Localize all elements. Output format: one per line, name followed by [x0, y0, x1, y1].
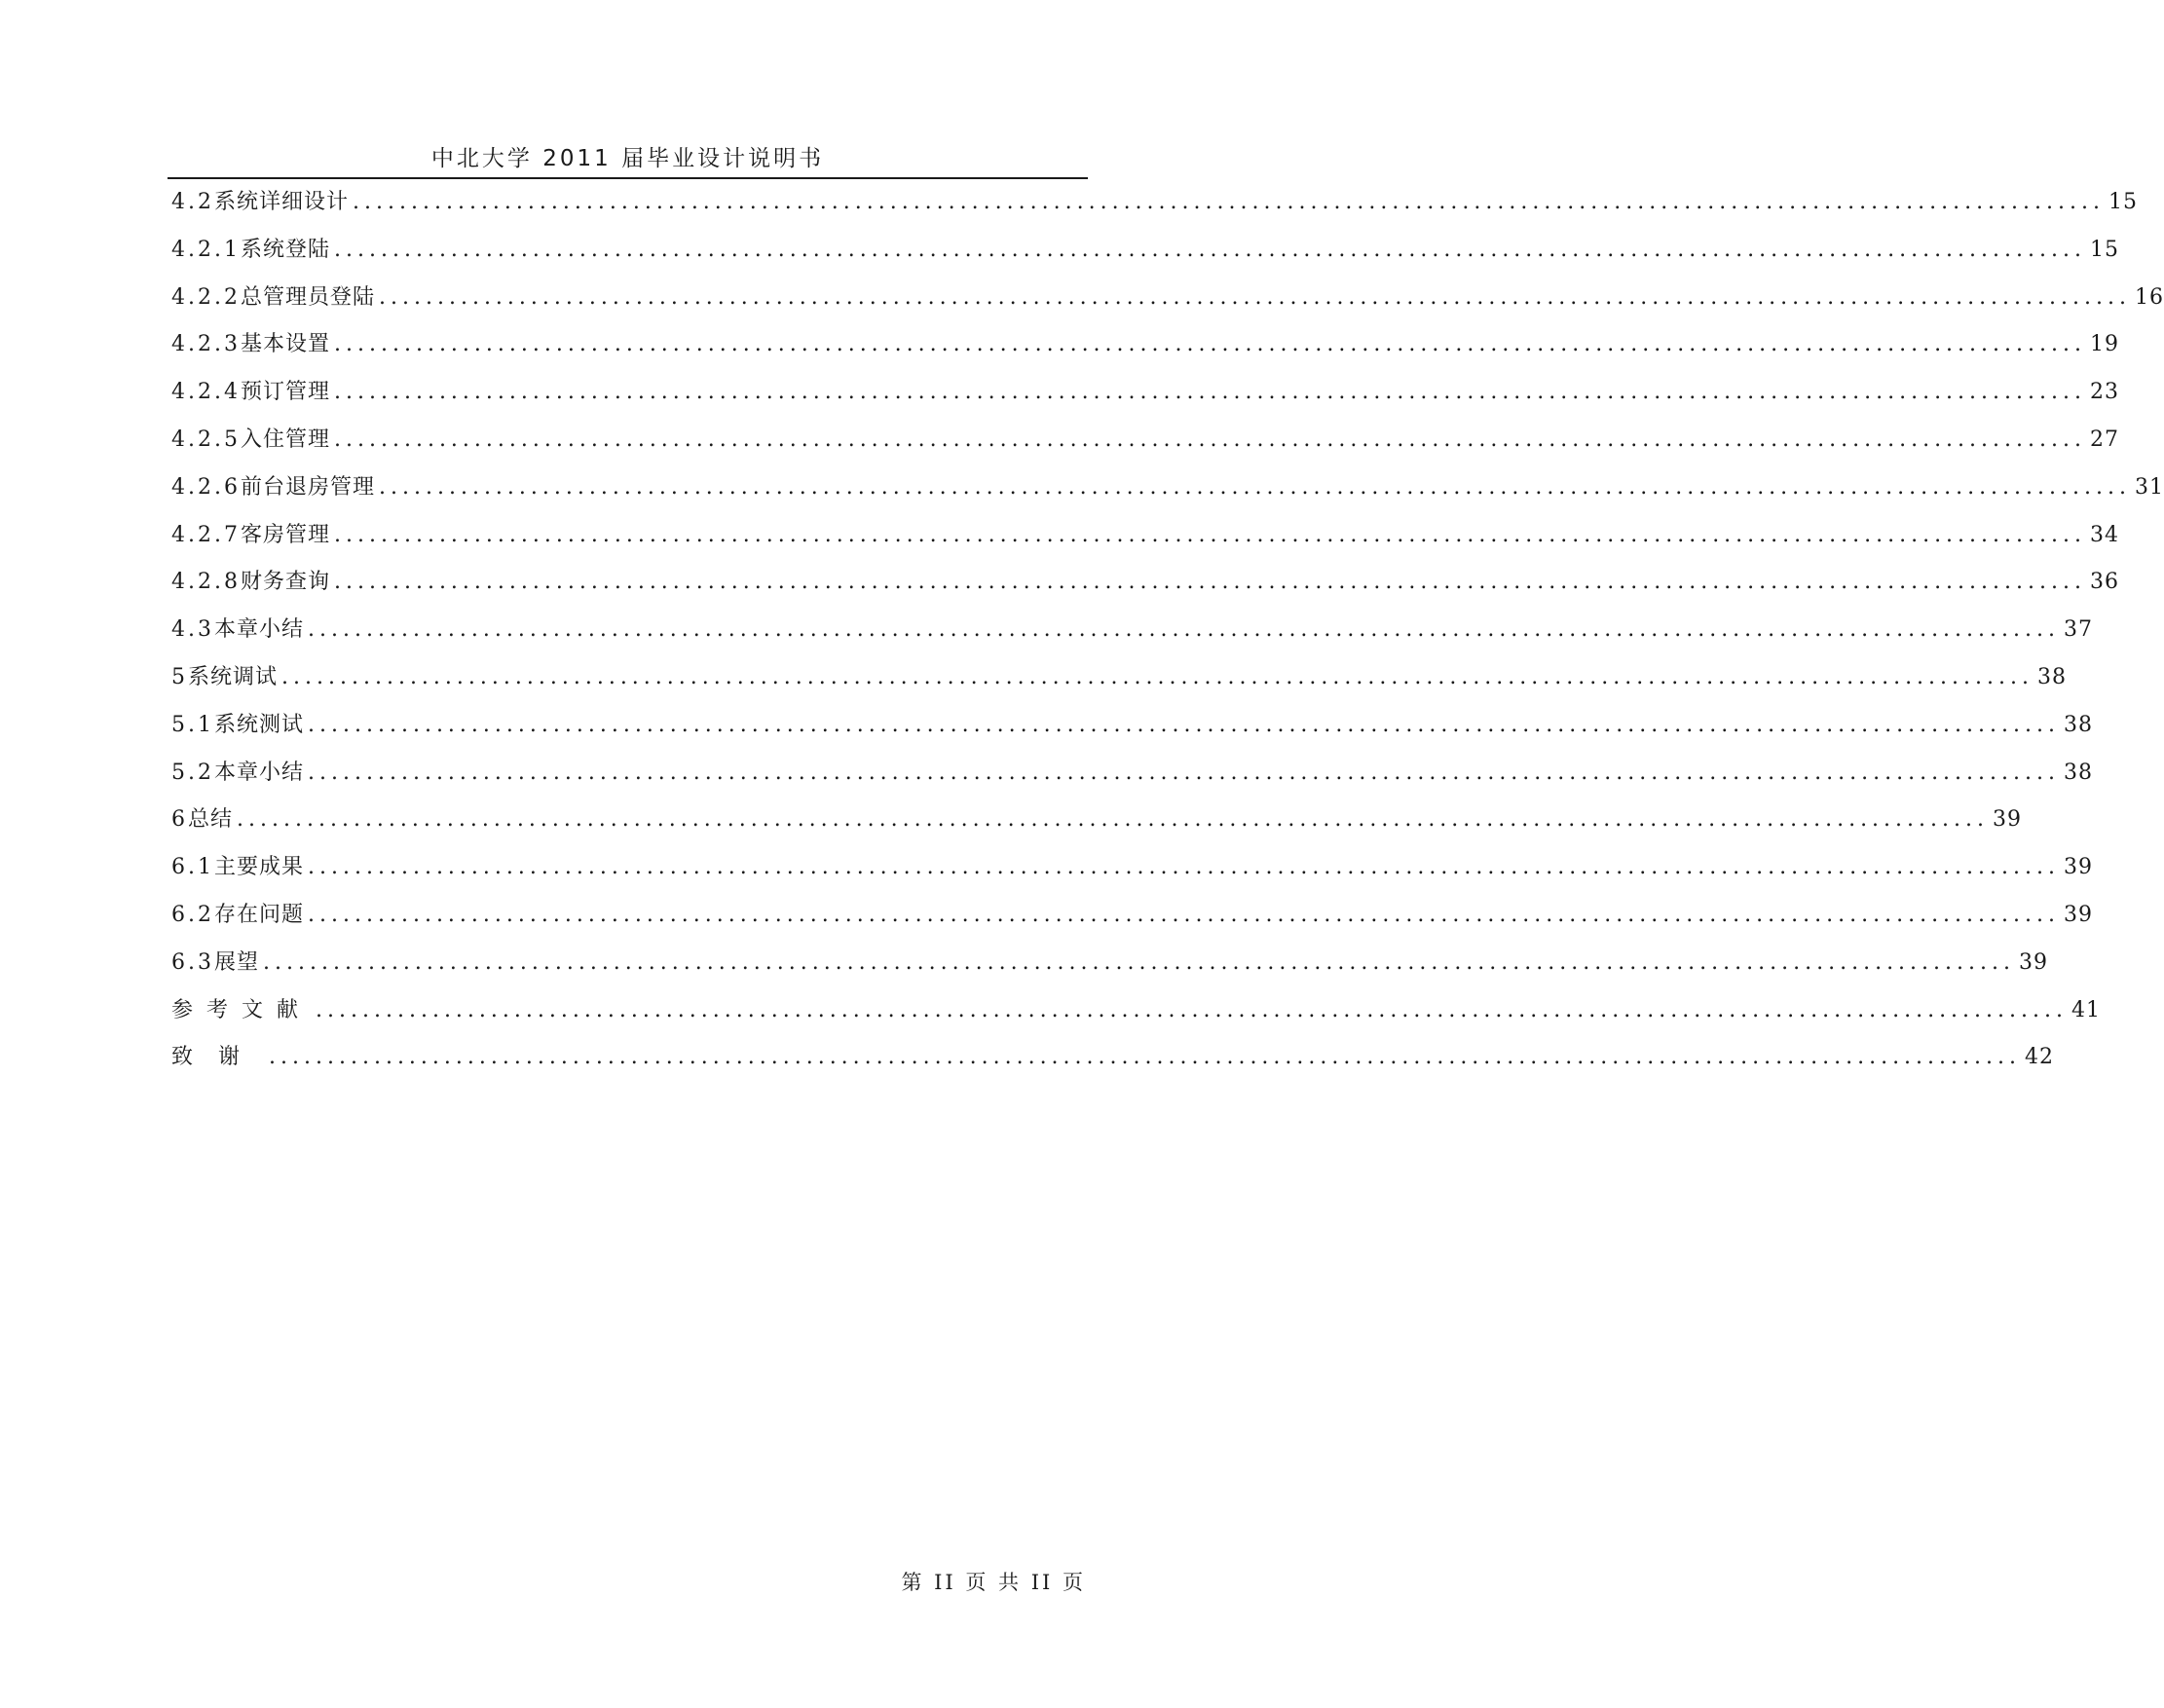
toc-dot-leader: ...................................................................................................................................................... — [308, 902, 2060, 927]
toc-entry-page: 34 — [2089, 522, 2119, 547]
toc-entry[interactable] — [171, 1038, 2054, 1086]
page-header-title: 中北大学 2011 届毕业设计说明书 — [430, 146, 825, 171]
toc-entry-page: 37 — [2064, 617, 2093, 643]
toc-entry-page: 27 — [2089, 427, 2119, 452]
toc-entry[interactable] — [171, 611, 2093, 658]
toc-entry-page: 19 — [2089, 332, 2119, 357]
toc-entry-number: 5.1 — [171, 712, 214, 737]
toc-dot-leader: ...................................................................................................................................................... — [334, 427, 2086, 452]
toc-entry-title: 致谢 — [171, 1045, 266, 1070]
toc-dot-leader: ...................................................................................................................................................... — [269, 1045, 2021, 1070]
toc-entry-title: 本章小结 — [214, 760, 305, 785]
toc-entry[interactable] — [171, 231, 2119, 278]
toc-entry-page: 36 — [2089, 570, 2119, 595]
toc-entry-page: 39 — [2019, 949, 2048, 975]
toc-entry-number: 4.2.2 — [171, 284, 241, 310]
toc-entry-title: 系统调试 — [188, 664, 279, 689]
toc-entry[interactable] — [171, 278, 2164, 326]
toc-dot-leader: ...................................................................................................................................................... — [308, 617, 2060, 643]
toc-entry-page: 38 — [2037, 664, 2067, 689]
toc-entry-number: 6.1 — [171, 855, 214, 880]
toc-entry[interactable] — [171, 754, 2093, 801]
toc-entry[interactable] — [171, 421, 2119, 468]
toc-entry-number: 5.2 — [171, 760, 214, 785]
toc-dot-leader: ...................................................................................................................................................... — [308, 855, 2060, 880]
toc-dot-leader: ...................................................................................................................................................... — [316, 997, 2068, 1022]
toc-entry[interactable] — [171, 468, 2164, 516]
toc-entry-number: 4.2.1 — [171, 237, 241, 262]
toc-entry-number: 4.2.8 — [171, 570, 241, 595]
toc-entry-page: 42 — [2025, 1045, 2054, 1070]
toc-entry[interactable] — [171, 658, 2067, 706]
toc-entry-title: 存在问题 — [214, 902, 305, 927]
toc-entry[interactable] — [171, 800, 2022, 848]
toc-entry[interactable] — [171, 944, 2048, 991]
toc-entry-number: 4.3 — [171, 617, 214, 643]
toc-entry-number: 6.3 — [171, 949, 214, 975]
toc-entry-title: 参考文献 — [171, 997, 313, 1022]
toc-entry-title: 入住管理 — [240, 427, 330, 452]
toc-entry-title: 展望 — [214, 949, 260, 975]
toc-entry[interactable] — [171, 706, 2093, 754]
toc-entry-page: 15 — [2108, 190, 2138, 214]
toc-entry-page: 39 — [2064, 855, 2093, 880]
toc-entry-title: 主要成果 — [214, 855, 305, 880]
toc-dot-leader: ...................................................................................................................................................... — [353, 190, 2105, 214]
toc-entry-number: 4.2.7 — [171, 522, 241, 547]
toc-dot-leader: ...................................................................................................................................................... — [334, 380, 2086, 405]
toc-dot-leader: ...................................................................................................................................................... — [379, 474, 2131, 500]
toc-entry-title: 本章小结 — [214, 617, 305, 643]
toc-entry-number: 4.2.6 — [171, 474, 241, 500]
toc-entry[interactable] — [171, 991, 2101, 1039]
toc-dot-leader: ...................................................................................................................................................... — [308, 760, 2060, 785]
toc-entry-number: 4.2.3 — [171, 332, 241, 357]
table-of-contents — [171, 183, 2164, 1086]
toc-entry-title: 客房管理 — [240, 522, 330, 547]
toc-dot-leader: ...................................................................................................................................................... — [334, 237, 2086, 262]
toc-entry-title: 系统登陆 — [240, 237, 330, 262]
toc-entry-page: 41 — [2071, 997, 2101, 1022]
toc-entry-number: 6.2 — [171, 902, 214, 927]
toc-entry-title: 前台退房管理 — [240, 474, 375, 500]
toc-entry-title: 总管理员登陆 — [240, 284, 375, 310]
toc-entry-title: 系统详细设计 — [214, 190, 350, 214]
toc-dot-leader: ...................................................................................................................................................... — [308, 712, 2060, 737]
toc-entry[interactable] — [171, 563, 2119, 611]
toc-entry-page: 15 — [2089, 237, 2119, 262]
toc-entry-title: 总结 — [188, 807, 234, 833]
toc-entry-page: 38 — [2064, 712, 2093, 737]
toc-dot-leader: ...................................................................................................................................................... — [237, 807, 1989, 833]
toc-dot-leader: ...................................................................................................................................................... — [334, 332, 2086, 357]
toc-entry-page: 16 — [2134, 284, 2164, 310]
toc-entry-title: 基本设置 — [240, 332, 330, 357]
toc-entry[interactable] — [171, 325, 2119, 373]
toc-entry[interactable] — [171, 183, 2138, 231]
toc-entry-number: 5 — [171, 664, 188, 689]
toc-entry-number: 4.2.4 — [171, 380, 241, 405]
toc-entry-number: 4.2 — [171, 190, 214, 214]
toc-entry-page: 39 — [2064, 902, 2093, 927]
toc-entry-title: 财务查询 — [240, 570, 330, 595]
toc-entry[interactable] — [171, 848, 2093, 896]
toc-dot-leader: ...................................................................................................................................................... — [334, 570, 2086, 595]
toc-entry[interactable] — [171, 373, 2119, 421]
toc-entry-page: 31 — [2134, 474, 2164, 500]
toc-entry-title: 系统测试 — [214, 712, 305, 737]
toc-entry-page: 23 — [2089, 380, 2119, 405]
toc-entry-number: 6 — [171, 807, 188, 833]
toc-dot-leader: ...................................................................................................................................................... — [334, 522, 2086, 547]
toc-entry-page: 38 — [2064, 760, 2093, 785]
toc-dot-leader: ...................................................................................................................................................... — [263, 949, 2015, 975]
toc-entry[interactable] — [171, 896, 2093, 944]
header-rule — [168, 177, 1088, 179]
toc-entry-title: 预订管理 — [240, 380, 330, 405]
toc-entry[interactable] — [171, 516, 2119, 564]
toc-entry-number: 4.2.5 — [171, 427, 241, 452]
toc-dot-leader: ...................................................................................................................................................... — [379, 284, 2131, 310]
page-number-footer: 第 II 页 共 II 页 — [901, 1571, 1086, 1594]
toc-entry-page: 39 — [1993, 807, 2022, 833]
toc-dot-leader: ...................................................................................................................................................... — [281, 664, 2033, 689]
